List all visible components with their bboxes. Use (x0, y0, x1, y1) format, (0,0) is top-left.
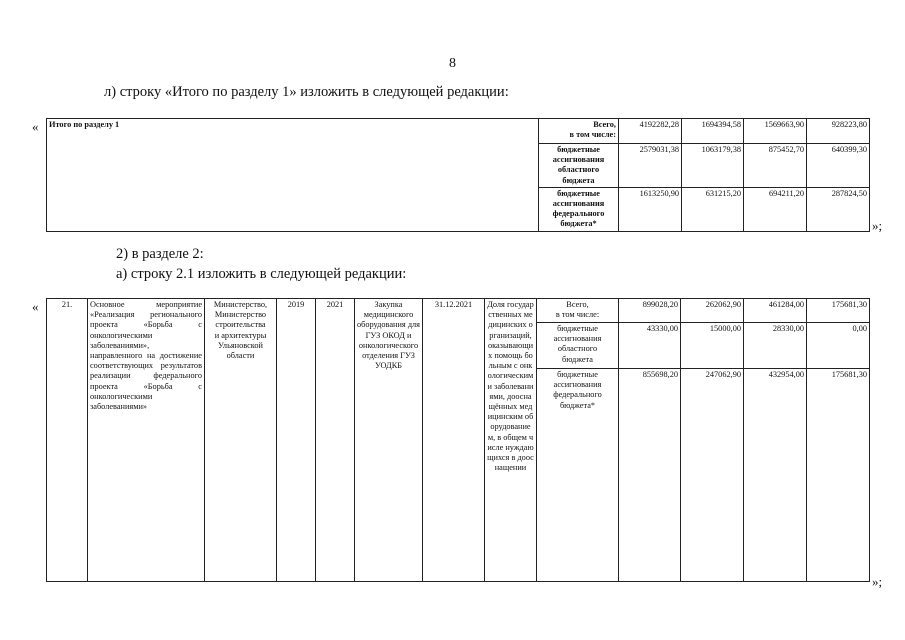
executor: Министерство, Министерство строительства и архитектуры Ульяновской области (205, 299, 277, 582)
t2-row0-v2: 461284,00 (744, 299, 807, 323)
t2-row2-v2: 432954,00 (744, 369, 807, 582)
t1-row1-v2: 875452,70 (744, 144, 807, 188)
t1-row0-v2: 1569663,90 (744, 119, 807, 144)
t2-row2-label: бюджетные ассигнования федерального бюджета* (537, 369, 619, 582)
event-description: Основное мероприятие «Реализация регионального проекта «Борьба с онкологическими заболеваниями», направленного на достижение соответствующих результатов реализации федерального проекта «Борьба с онкологическими заболеваниями» (88, 299, 205, 582)
action-description: Закупка медицинского оборудования для ГУЗ ОКОД и онкологического отделения ГУЗ УОДКБ (355, 299, 423, 582)
t1-row2-label: бюджетные ассигнования федерального бюджета* (539, 187, 619, 231)
t1-row2-v3: 287824,50 (807, 187, 870, 231)
total-title: Итого по разделу 1 (47, 119, 539, 232)
section-heading-l: л) строку «Итого по разделу 1» изложить в следующей редакции: (104, 84, 509, 100)
close-mark-1: »; (872, 218, 883, 233)
t2-row1-v1: 15000,00 (681, 323, 744, 369)
t1-row0-label: Всего, в том числе: (539, 119, 619, 144)
close-mark-2: »; (872, 574, 883, 589)
t2-row1-v2: 28330,00 (744, 323, 807, 369)
indicator-description: Доля государственных медицинских организаций, оказывающих помощь больным с онкологическими заболеваниями, дооснащённых медицинским оборудованием, в общем числе нуждающихся в дооснащении (485, 299, 537, 582)
section-heading-2: 2) в разделе 2: (116, 246, 204, 262)
t2-row0-v1: 262062,90 (681, 299, 744, 323)
table-total-section-1 (46, 118, 870, 232)
t2-row0-v0: 899028,20 (619, 299, 681, 323)
t1-row2-v2: 694211,20 (744, 187, 807, 231)
section-heading-a: а) строку 2.1 изложить в следующей редакции: (116, 266, 407, 282)
page-number: 8 (449, 56, 456, 71)
t1-row0-v1: 1694394,58 (682, 119, 744, 144)
open-quote-2: « (32, 299, 39, 314)
t2-row1-v3: 0,00 (807, 323, 870, 369)
t1-row1-v1: 1063179,38 (682, 144, 744, 188)
year-end: 2021 (316, 299, 355, 582)
t2-row2-v0: 855698,20 (619, 369, 681, 582)
open-quote-1: « (32, 119, 39, 134)
table-row-2-1 (46, 298, 870, 582)
t1-row1-label: бюджетные ассигнования областного бюджета (539, 144, 619, 188)
t1-row1-v3: 640399,30 (807, 144, 870, 188)
row-number: 21. (47, 299, 88, 582)
t1-row1-v0: 2579031,38 (619, 144, 682, 188)
t2-row2-v3: 175681,30 (807, 369, 870, 582)
t2-row0-v3: 175681,30 (807, 299, 870, 323)
t2-row0-label: Всего, в том числе: (537, 299, 619, 323)
t1-row2-v1: 631215,20 (682, 187, 744, 231)
deadline-date: 31.12.2021 (423, 299, 485, 582)
t1-row0-v3: 928223,80 (807, 119, 870, 144)
t2-row1-label: бюджетные ассигнования областного бюджета (537, 323, 619, 369)
t1-row2-v0: 1613250,90 (619, 187, 682, 231)
t2-row2-v1: 247062,90 (681, 369, 744, 582)
t2-row1-v0: 43330,00 (619, 323, 681, 369)
t1-row0-v0: 4192282,28 (619, 119, 682, 144)
year-start: 2019 (277, 299, 316, 582)
